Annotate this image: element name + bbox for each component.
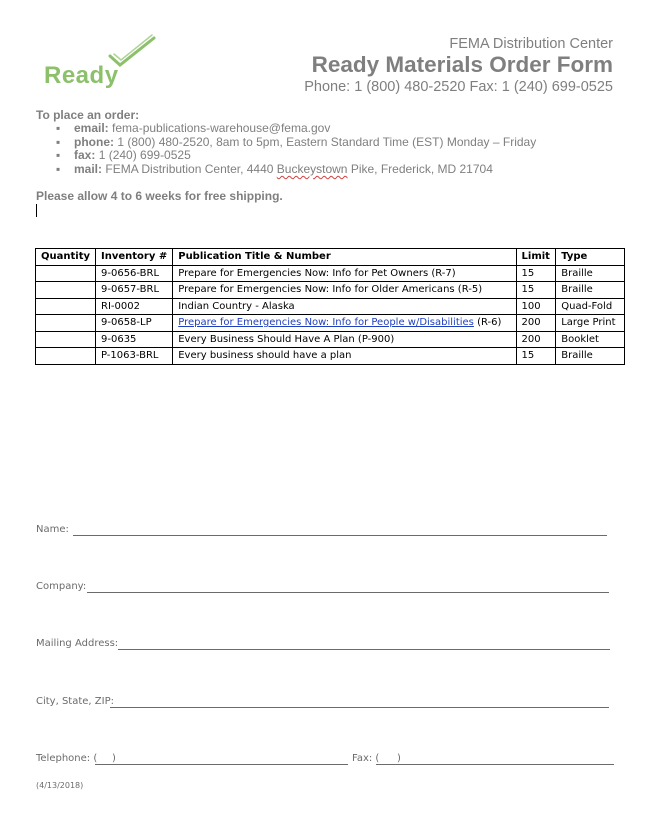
- table-header-row: [36, 249, 625, 266]
- limit-cell: 15: [516, 265, 556, 282]
- table-row: [36, 282, 625, 299]
- ready-logo: [42, 34, 162, 96]
- limit-cell: 100: [516, 298, 556, 315]
- quantity-cell[interactable]: [36, 331, 96, 348]
- city-state-zip-field[interactable]: [110, 707, 609, 708]
- order-method-mail: [36, 163, 536, 177]
- logo-wordmark: Ready: [44, 62, 119, 89]
- telephone-label: Telephone: (: [36, 753, 98, 764]
- column-header-quantity: Quantity: [36, 249, 96, 266]
- fax-field[interactable]: [376, 764, 614, 765]
- publication-link[interactable]: Prepare for Emergencies Now: Info for People w/Disabilities: [178, 317, 474, 329]
- company-label: Company:: [36, 581, 87, 592]
- table-row: [36, 265, 625, 282]
- order-method-label: email:: [74, 121, 109, 135]
- inventory-cell: 9-0656-BRL: [96, 265, 173, 282]
- fax-value: 1 (240) 699-0525: [98, 148, 191, 163]
- mail-address-part: Pike, Frederick, MD 21704: [347, 161, 493, 176]
- order-method-label: phone:: [74, 134, 114, 149]
- quantity-cell[interactable]: [36, 282, 96, 299]
- order-method-label: fax:: [74, 148, 96, 163]
- header-subtitle: FEMA Distribution Center: [449, 36, 613, 52]
- inventory-cell: RI-0002: [96, 298, 173, 315]
- column-header-title: Publication Title & Number: [173, 249, 516, 266]
- table-row: [36, 348, 625, 365]
- type-cell: Large Print: [556, 315, 625, 332]
- order-method-label: mail:: [74, 161, 103, 176]
- table-row: [36, 298, 625, 315]
- type-cell: Braille: [556, 265, 625, 282]
- shipping-note: Please allow 4 to 6 weeks for free shipping.: [36, 189, 283, 203]
- type-cell: Braille: [556, 282, 625, 299]
- order-instructions: [36, 108, 536, 176]
- mail-address-street: Buckeystown: [276, 161, 348, 176]
- bullet-icon: ▪: [56, 148, 61, 163]
- order-methods-list: [36, 122, 536, 176]
- type-cell: Quad-Fold: [556, 298, 625, 315]
- bullet-icon: ▪: [56, 161, 61, 176]
- quantity-cell[interactable]: [36, 348, 96, 365]
- publications-table: [35, 248, 625, 365]
- order-method-phone: [36, 136, 536, 150]
- column-header-limit: Limit: [516, 249, 556, 266]
- quantity-cell[interactable]: [36, 298, 96, 315]
- inventory-cell: 9-0635: [96, 331, 173, 348]
- column-header-inventory: Inventory #: [96, 249, 173, 266]
- title-suffix: (R-6): [473, 317, 502, 329]
- name-label: Name:: [36, 524, 69, 535]
- table-row: [36, 331, 625, 348]
- inventory-cell: 9-0657-BRL: [96, 282, 173, 299]
- type-cell: Booklet: [556, 331, 625, 348]
- telephone-close-paren: ): [112, 753, 116, 764]
- limit-cell: 15: [516, 348, 556, 365]
- telephone-field[interactable]: [95, 764, 348, 765]
- mailing-address-label: Mailing Address:: [36, 638, 119, 649]
- fax-close-paren: ): [397, 753, 401, 764]
- quantity-cell[interactable]: [36, 315, 96, 332]
- bullet-icon: ▪: [56, 134, 61, 149]
- title-cell: Prepare for Emergencies Now: Info for Older Americans (R-5): [173, 282, 516, 299]
- order-method-email: [36, 122, 536, 136]
- title-cell: Prepare for Emergencies Now: Info for Pet Owners (R-7): [173, 265, 516, 282]
- page-title: Ready Materials Order Form: [311, 52, 613, 77]
- phone-value: 1 (800) 480-2520, 8am to 5pm, Eastern Standard Time (EST) Monday – Friday: [117, 134, 537, 149]
- email-address[interactable]: fema-publications-warehouse@fema.gov: [112, 121, 331, 135]
- title-cell: [173, 315, 516, 332]
- name-field[interactable]: [73, 535, 607, 536]
- text-cursor: [36, 204, 37, 217]
- limit-cell: 200: [516, 315, 556, 332]
- order-heading: To place an order:: [36, 108, 140, 122]
- bullet-icon: ▪: [56, 121, 61, 135]
- inventory-cell: 9-0658-LP: [96, 315, 173, 332]
- limit-cell: 200: [516, 331, 556, 348]
- form-date: (4/13/2018): [36, 781, 84, 790]
- type-cell: Braille: [556, 348, 625, 365]
- inventory-cell: P-1063-BRL: [96, 348, 173, 365]
- mailing-address-field[interactable]: [118, 649, 610, 650]
- title-cell: Every Business Should Have A Plan (P-900): [173, 331, 516, 348]
- table-row: [36, 315, 625, 332]
- company-field[interactable]: [87, 592, 609, 593]
- column-header-type: Type: [556, 249, 625, 266]
- limit-cell: 15: [516, 282, 556, 299]
- title-cell: Indian Country - Alaska: [173, 298, 516, 315]
- mail-address-part: FEMA Distribution Center, 4440: [105, 161, 277, 176]
- city-state-zip-label: City, State, ZIP:: [36, 696, 114, 707]
- order-method-fax: [36, 149, 536, 163]
- header-contact: Phone: 1 (800) 480-2520 Fax: 1 (240) 699-0525: [304, 79, 613, 95]
- fax-label: Fax: (: [352, 753, 380, 764]
- title-cell: Every business should have a plan: [173, 348, 516, 365]
- quantity-cell[interactable]: [36, 265, 96, 282]
